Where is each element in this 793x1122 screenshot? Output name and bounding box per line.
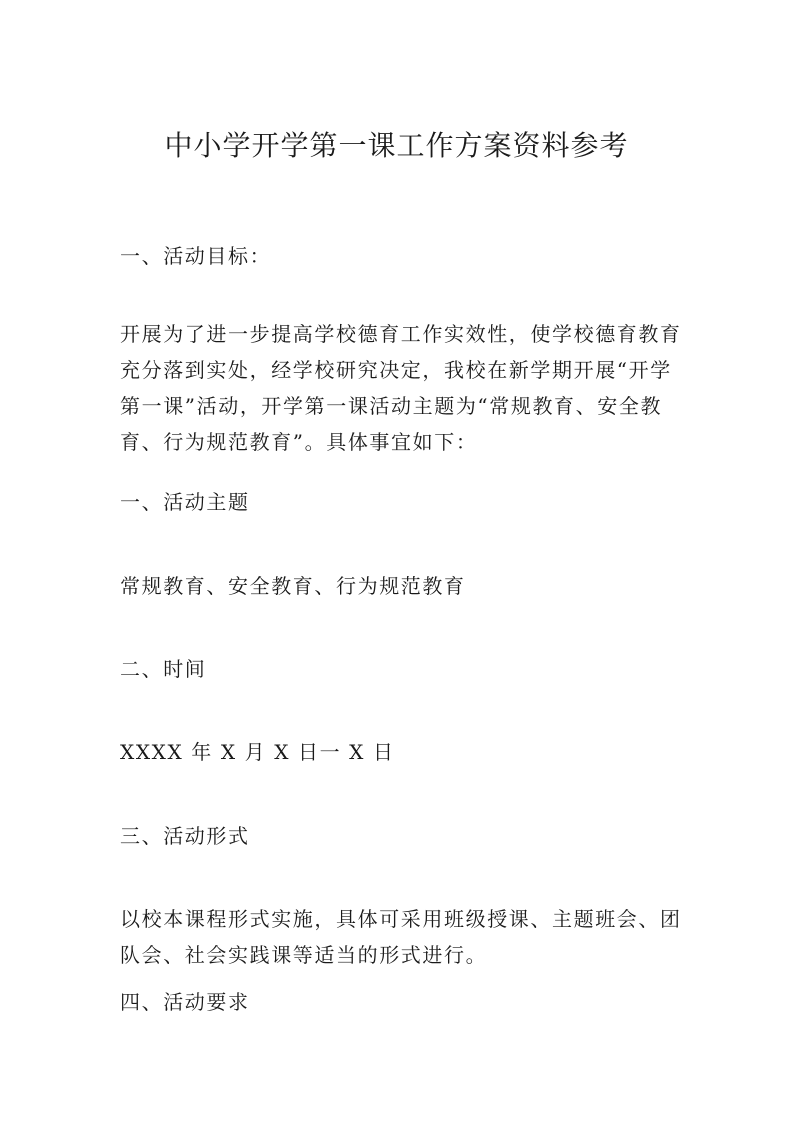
paragraph-line: 队会、社会实践课等适当的形式进行。 (120, 943, 488, 967)
paragraph-line: 育、行为规范教育”。具体事宜如下： (120, 430, 478, 454)
paragraph-line: 第一课”活动，开学第一课活动主题为“常规教育、安全教 (120, 394, 663, 418)
theme-text: 常规教育、安全教育、行为规范教育 (120, 574, 466, 598)
section-heading-requirements: 四、活动要求 (120, 990, 250, 1014)
form-paragraph (120, 905, 680, 977)
section-heading-time: 二、时间 (120, 657, 207, 681)
document-title: 中小学开学第一课工作方案资料参考 (164, 129, 629, 162)
paragraph-line: 以校本课程形式实施，具体可采用班级授课、主题班会、团 (120, 907, 682, 931)
section-heading-form: 三、活动形式 (120, 824, 250, 848)
intro-paragraph (120, 320, 680, 464)
section-heading-goal: 一、活动目标： (120, 244, 272, 268)
time-text: XXXX 年 X 月 X 日一 X 日 (120, 740, 395, 764)
paragraph-line: 充分落到实处，经学校研究决定，我校在新学期开展“开学 (120, 358, 672, 382)
paragraph-line: 开展为了进一步提高学校德育工作实效性，使学校德育教育 (120, 322, 682, 346)
section-heading-theme: 一、活动主题 (120, 490, 250, 514)
